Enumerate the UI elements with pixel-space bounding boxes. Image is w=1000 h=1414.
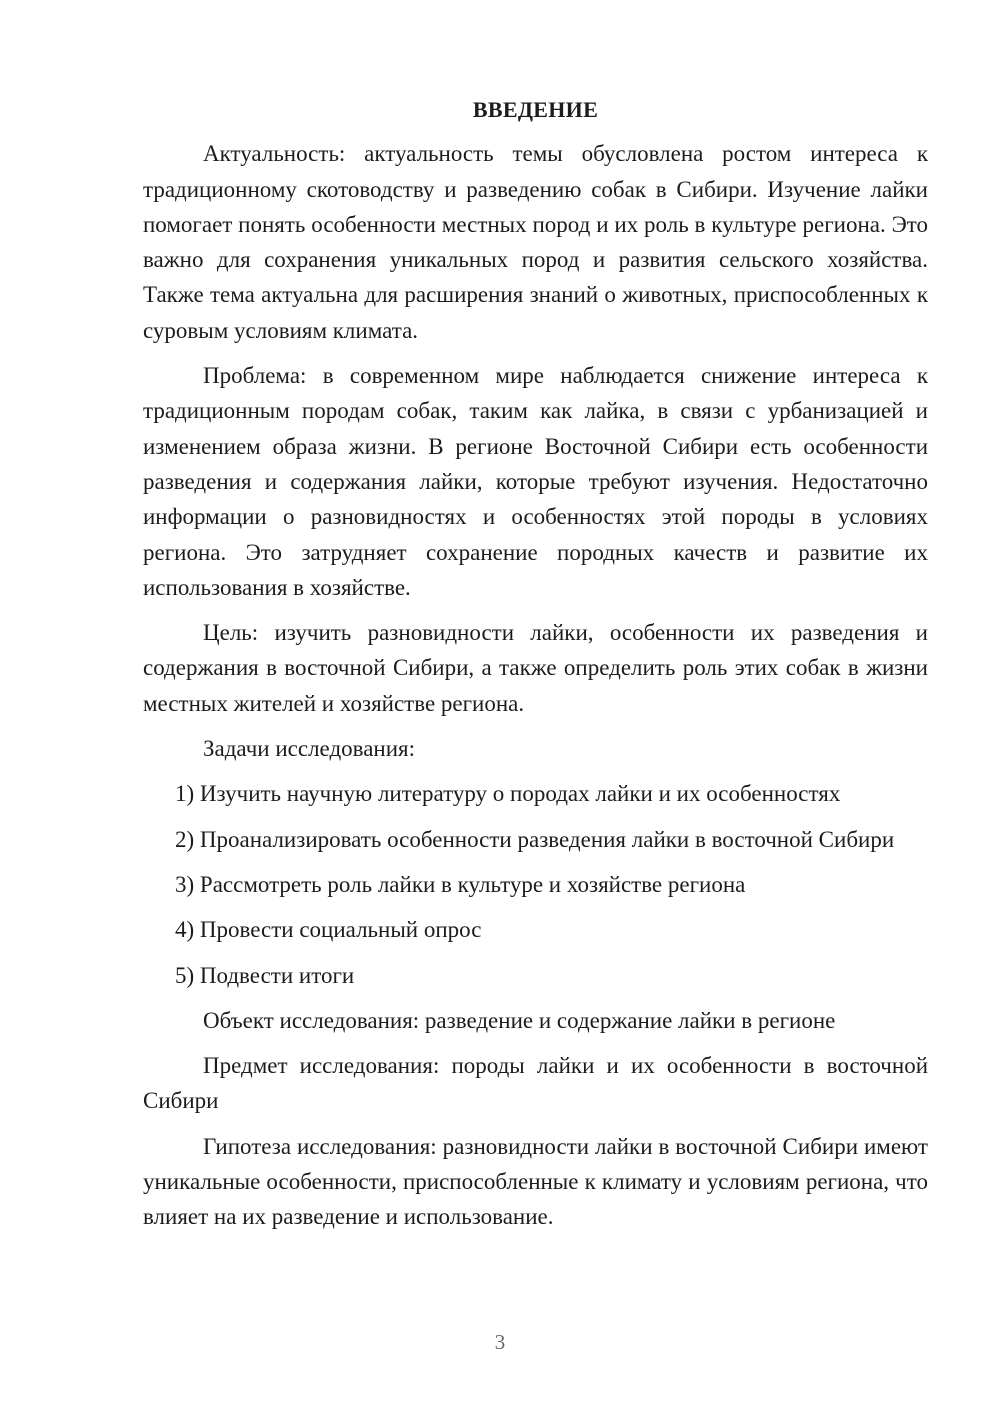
- task-item-2: 2) Проанализировать особенности разведения лайки в восточной Сибири: [175, 826, 895, 852]
- paragraph-hypothesis: Гипотеза исследования: разновидности лайки в восточной Сибири имеют уникальные особенности, приспособленные к климату и условиям региона, что влияет на их разведение и использование.: [143, 1133, 928, 1230]
- task-item-1: 1) Изучить научную литературу о породах лайки и их особенностях: [175, 781, 841, 807]
- paragraph-problem: Проблема: в современном мире наблюдается снижение интереса к традиционным породам собак, таким как лайка, в связи с урбанизацией и изменением образа жизни. В регионе Восточной Сибири есть особенности разведения и содержания лайки, которые требуют изучения. Недостаточно информации о разновидностях и особенностях этой породы в условиях региона. Это затрудняет сохранение породных качеств и развитие их использования в хозяйстве.: [143, 363, 928, 600]
- task-item-4: 4) Провести социальный опрос: [175, 917, 482, 943]
- paragraph-subject: Предмет исследования: породы лайки и их особенности в восточной Сибири: [143, 1053, 928, 1114]
- task-item-3: 3) Рассмотреть роль лайки в культуре и хозяйстве региона: [175, 871, 746, 897]
- tasks-heading: Задачи исследования:: [203, 736, 416, 762]
- page-title: ВВЕДЕНИЕ: [472, 97, 599, 122]
- document-page: [143, 92, 928, 1245]
- task-item-5: 5) Подвести итоги: [175, 962, 355, 988]
- paragraph-actuality: Актуальность: актуальность темы обусловлена ростом интереса к традиционному скотоводству и разведению собак в Сибири. Изучение лайки помогает понять особенности местных пород и их роль в культуре региона. Это важно для сохранения уникальных пород и развития сельского хозяйства. Также тема актуальна для расширения знаний о животных, приспособленных к суровым условиям климата.: [143, 141, 928, 343]
- paragraph-goal: Цель: изучить разновидности лайки, особенности их разведения и содержания в восточной Сибири, а также определить роль этих собак в жизни местных жителей и хозяйстве региона.: [143, 620, 928, 716]
- page-number: 3: [494, 1330, 506, 1354]
- paragraph-object: Объект исследования: разведение и содержание лайки в регионе: [203, 1007, 836, 1033]
